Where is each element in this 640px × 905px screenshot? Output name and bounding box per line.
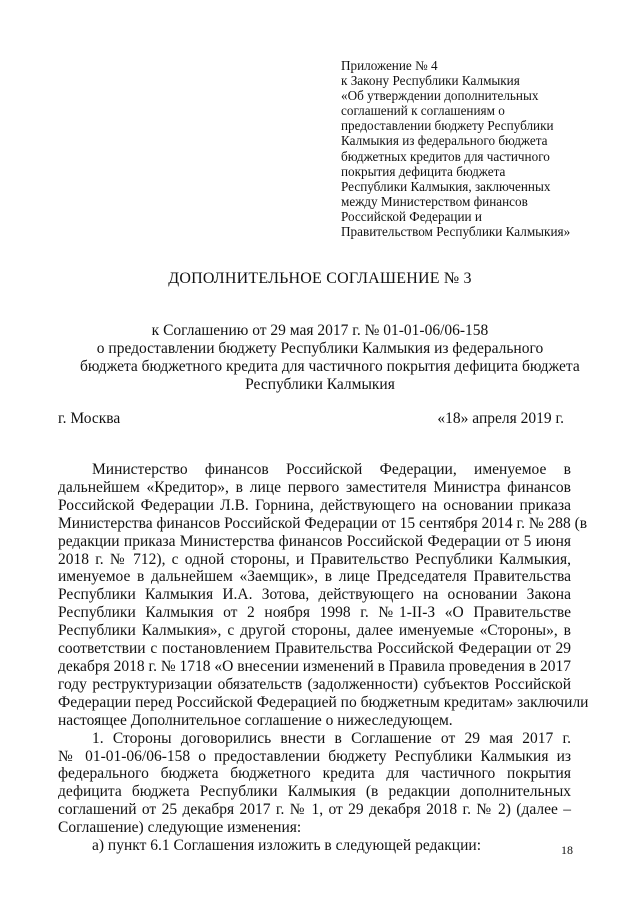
body-line: декабря 2018 г. № 1718 «О внесении изменений в Правила проведения в 2017: [58, 657, 571, 675]
body-line: Федерации перед Российской Федерацией по бюджетным кредитам» заключили: [58, 693, 589, 711]
body-line: Республики Калмыкия от 2 ноября 1998 г. №1-II-З «О Правительстве: [58, 604, 571, 622]
document-title: ДОПОЛНИТЕЛЬНОЕ СОГЛАШЕНИЕ № 3: [168, 270, 472, 287]
body-line: дальнейшем «Кредитор», в лице первого заместителя Министра финансов: [58, 478, 571, 496]
annex-line: между Министерством финансов: [341, 193, 528, 209]
subtitle-line: к Соглашению от 29 мая 2017 г. № 01-01-06/06-158: [151, 322, 489, 339]
body-line: Министерства финансов Российской Федерации от 15 сентября 2014 г. № 288 (в: [58, 514, 588, 532]
body-line: году реструктуризации обязательств (задолженности) субъектов Российской: [58, 675, 571, 693]
annex-line: к Закону Республики Калмыкия: [341, 73, 520, 89]
annex-line: Российской Федерации и: [341, 208, 482, 224]
annex-line: Правительством Республики Калмыкия»: [341, 224, 571, 240]
annex-line: покрытия дефицита бюджета: [341, 163, 506, 179]
body-line: Российской Федерации Л.В. Горнина, действующего на основании приказа: [58, 496, 571, 514]
page-number: 18: [561, 843, 573, 857]
body-line: федерального бюджета бюджетного кредита для частичного покрытия: [58, 765, 571, 783]
body-line: 1. Стороны договорились внести в Соглашение от 29 мая 2017 г.: [92, 729, 571, 747]
body-line: Республики Калмыкия И.А. Зотова, действующего на основании Закона: [58, 586, 571, 604]
annex-line: Калмыкия из федерального бюджета: [341, 133, 548, 149]
body-line: соответствии с постановлением Правительства Российской Федерации от 29: [58, 640, 571, 658]
subtitle-line: Республики Калмыкия: [245, 376, 395, 393]
body-line: именуемое в дальнейшем «Заемщик», в лице Председателя Правительства: [58, 568, 571, 586]
body-line: а) пункт 6.1 Соглашения изложить в следующей редакции:: [92, 837, 481, 855]
signing-place: г. Москва: [58, 410, 121, 427]
annex-block: [341, 58, 621, 239]
body-line: 2018 г. № 712), с одной стороны, и Правительство Республики Калмыкия,: [58, 550, 571, 568]
body-line: дефицита бюджета Республики Калмыкия (в редакции дополнительных: [58, 783, 571, 801]
annex-line: Республики Калмыкия, заключенных: [341, 178, 551, 194]
body-line: Республики Калмыкия», с другой стороны, далее именуемые «Стороны», в: [58, 622, 571, 640]
annex-line: Приложение № 4: [341, 58, 438, 73]
document-subtitle: [80, 322, 580, 394]
annex-line: бюджетных кредитов для частичного: [341, 148, 550, 164]
annex-line: «Об утверждении дополнительных: [341, 88, 539, 104]
annex-line: предоставлении бюджету Республики: [341, 118, 554, 134]
subtitle-line: о предоставлении бюджету Республики Калмыкия из федерального: [96, 340, 544, 357]
body-line: Министерство финансов Российской Федерации, именуемое в: [92, 461, 571, 478]
body-line: № 01-01-06/06-158 о предоставлении бюджету Республики Калмыкия из: [58, 747, 571, 765]
body-line: редакции приказа Министерства финансов Российской Федерации от 5 июня: [58, 532, 571, 550]
subtitle-line: бюджета бюджетного кредита для частичного покрытия дефицита бюджета: [80, 358, 580, 375]
document-body: [58, 461, 589, 855]
body-line: соглашений от 25 декабря 2017 г. № 1, от 29 декабря 2018 г. № 2) (далее –: [58, 801, 571, 819]
body-line: Соглашение) следующие изменения:: [58, 819, 302, 837]
signing-date: «18» апреля 2019 г.: [437, 410, 564, 427]
body-line: настоящее Дополнительное соглашение о нижеследующем.: [58, 711, 453, 729]
annex-line: соглашений к соглашениям о: [341, 103, 505, 119]
